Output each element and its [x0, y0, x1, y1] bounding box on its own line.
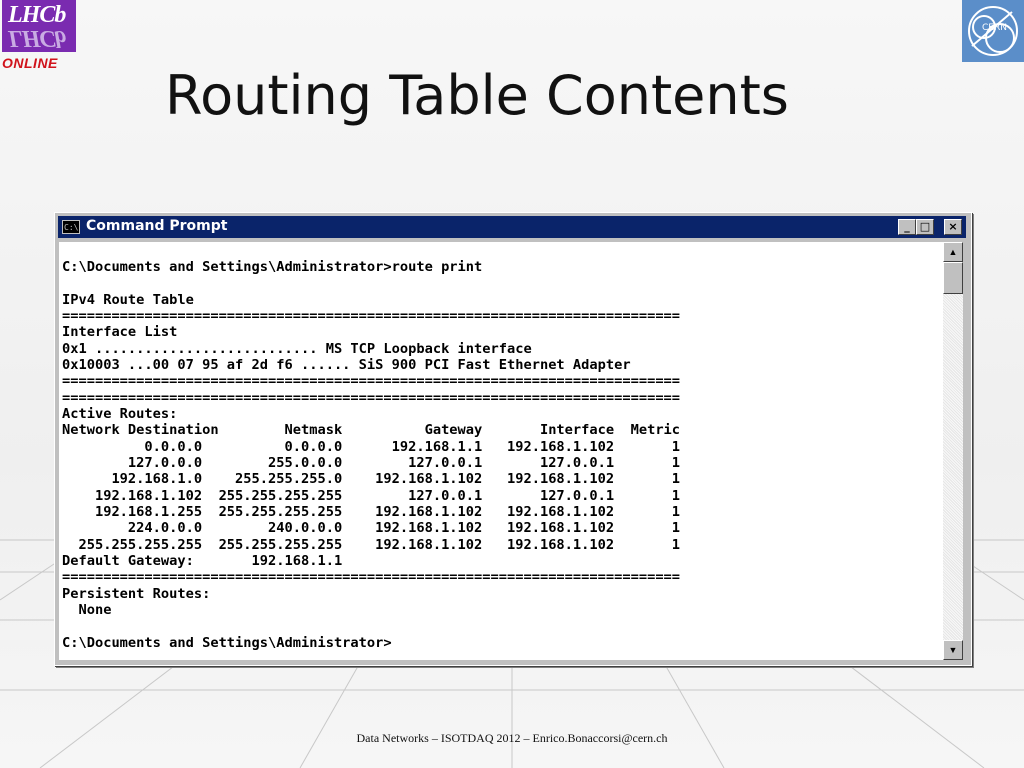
command-prompt-window[interactable] — [54, 212, 972, 666]
console-line: 255.255.255.255 255.255.255.255 192.168.1.102 192.168.1.102 1 — [62, 536, 681, 553]
console-line: 192.168.1.255 255.255.255.255 192.168.1.102 192.168.1.102 1 — [62, 503, 681, 520]
console-line: 0.0.0.0 0.0.0.0 192.168.1.1 192.168.1.102 1 — [62, 438, 681, 455]
console-line: 192.168.1.0 255.255.255.0 192.168.1.102 192.168.1.102 1 — [62, 471, 681, 488]
online-logo-text: ONLINE — [2, 55, 58, 71]
console-line: =========================================================================== — [62, 389, 681, 406]
cern-logo-text: CERN — [982, 23, 1007, 33]
console-line: =========================================================================== — [62, 373, 681, 390]
lhcb-logo-box — [2, 0, 76, 52]
console-line: =========================================================================== — [62, 307, 681, 324]
console-app-icon[interactable]: C:\ — [62, 220, 80, 234]
console-line: 127.0.0.0 255.0.0.0 127.0.0.1 127.0.0.1 1 — [62, 454, 681, 471]
window-titlebar[interactable] — [58, 216, 966, 238]
console-line: C:\Documents and Settings\Administrator>route print — [62, 259, 483, 275]
lhcb-logo-reflection: LHCb — [8, 25, 66, 51]
cern-logo-icon — [962, 0, 1024, 62]
console-line: Network Destination Netmask Gateway Interface Metric — [62, 422, 681, 439]
scrollbar-thumb[interactable] — [943, 262, 963, 294]
scroll-up-button[interactable]: ▲ — [943, 242, 963, 262]
minimize-button[interactable]: _ — [898, 219, 916, 235]
console-line: 224.0.0.0 240.0.0.0 192.168.1.102 192.168.1.102 1 — [62, 520, 681, 537]
lhcb-online-logo — [0, 0, 82, 74]
console-line: None — [62, 601, 112, 618]
maximize-button[interactable]: □ — [916, 219, 934, 235]
slide-footer: Data Networks – ISOTDAQ 2012 – Enrico.Bonaccorsi@cern.ch — [356, 731, 668, 745]
close-button[interactable]: × — [944, 219, 962, 235]
console-output-area[interactable] — [59, 242, 943, 660]
console-line: Active Routes: — [62, 405, 178, 422]
vertical-scrollbar[interactable] — [943, 242, 963, 660]
console-line: 0x10003 ...00 07 95 af 2d f6 ...... SiS 900 PCI Fast Ethernet Adapter — [62, 356, 631, 373]
console-line: Persistent Routes: — [62, 585, 211, 602]
console-line: C:\Documents and Settings\Administrator> — [62, 634, 392, 651]
console-line: 0x1 ........................... MS TCP Loopback interface — [62, 340, 532, 357]
scroll-down-button[interactable]: ▼ — [943, 640, 963, 660]
window-title: Command Prompt — [86, 218, 228, 234]
console-text[interactable] — [62, 259, 680, 651]
console-line: Interface List — [62, 324, 178, 341]
page-title: Routing Table Contents — [165, 64, 789, 128]
console-line: 192.168.1.102 255.255.255.255 127.0.0.1 127.0.0.1 1 — [62, 487, 681, 504]
console-line: IPv4 Route Table — [62, 291, 194, 308]
cern-logo — [962, 0, 1024, 62]
console-line: Default Gateway: 192.168.1.1 — [62, 552, 343, 569]
lhcb-logo-text: LHCb — [8, 2, 66, 28]
console-line: =========================================================================== — [62, 569, 681, 586]
